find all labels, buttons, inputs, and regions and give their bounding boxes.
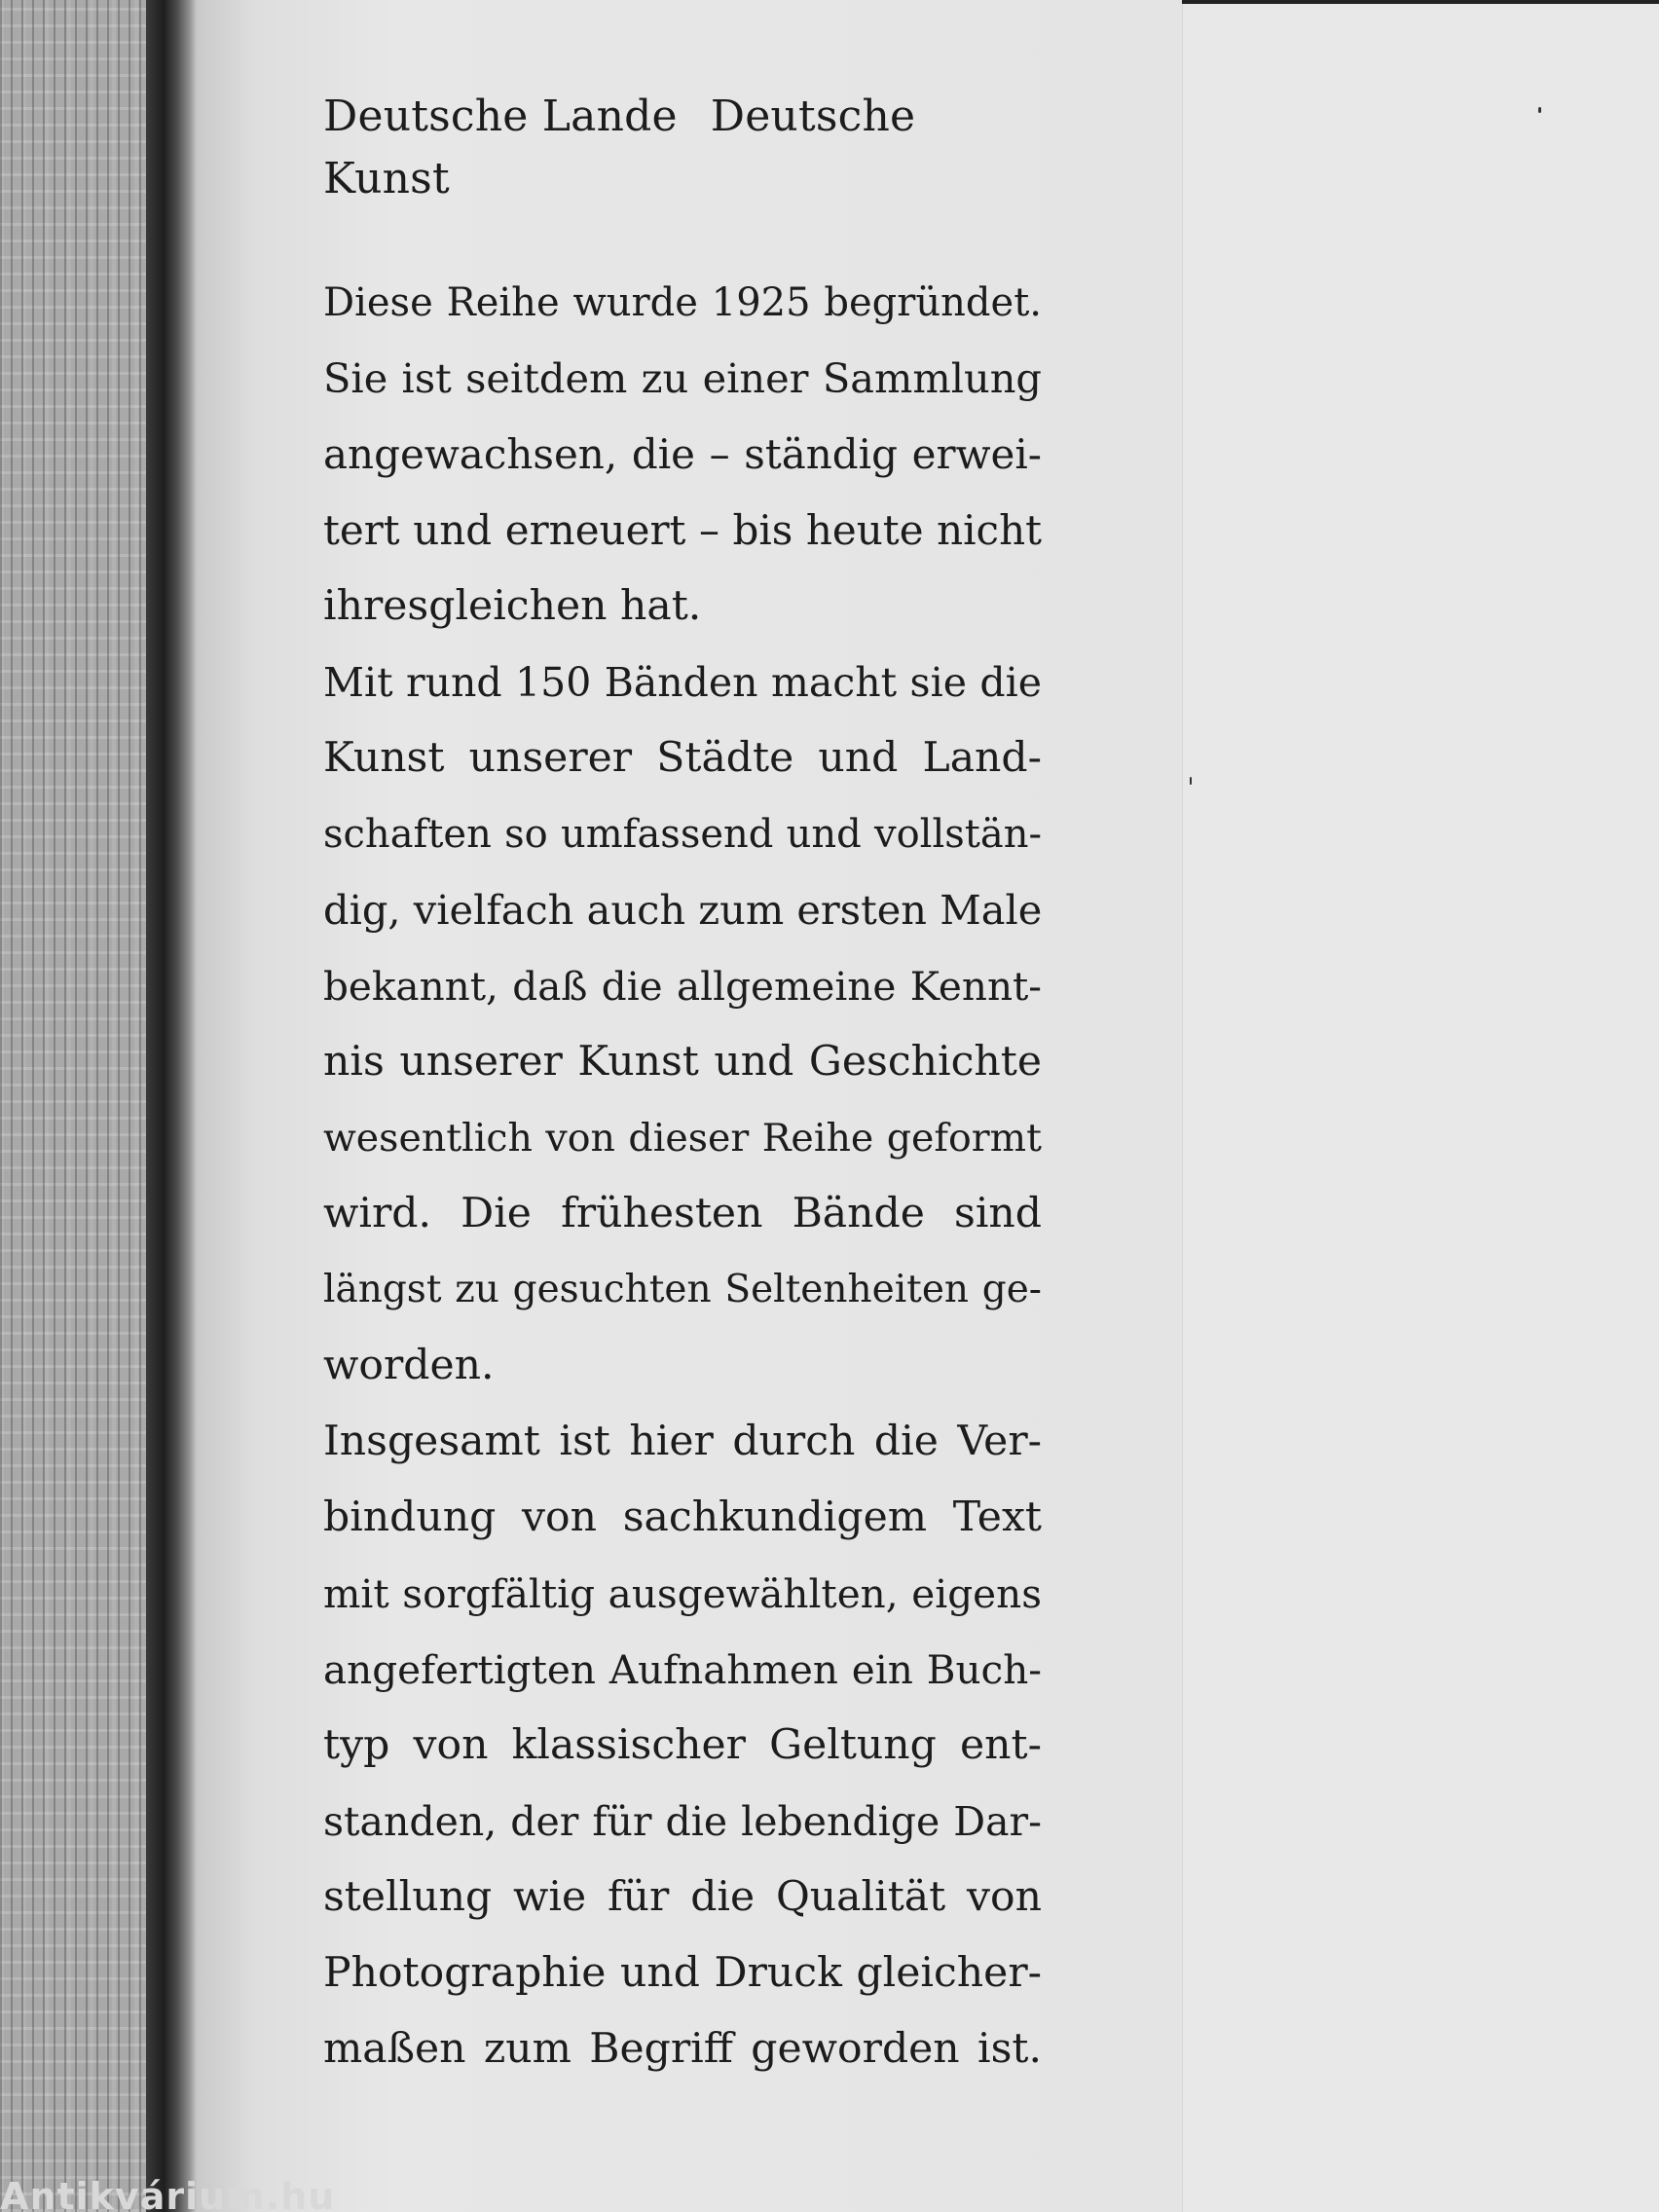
text-line: ihresgleichen hat. — [323, 582, 702, 630]
text-line: stellung wie für die Qualität von — [323, 1873, 1042, 1921]
text-line: wesentlich von dieser Reihe geformt — [323, 1116, 1042, 1161]
text-line: typ von klassischer Geltung ent- — [323, 1721, 1042, 1769]
text-line: wird. Die frühesten Bände sind — [323, 1190, 1042, 1237]
adjacent-page — [1182, 0, 1659, 2212]
text-line: tert und erneuert – bis heute nicht — [323, 506, 1042, 554]
text-line: Insgesamt ist hier durch die Ver- — [323, 1418, 1042, 1465]
text-line: Photographie und Druck gleicher- — [323, 1949, 1042, 1997]
text-line: Kunst unserer Städte und Land- — [323, 734, 1042, 782]
spine-edge — [146, 0, 197, 2212]
text-line: schaften so umfassend und vollstän- — [323, 812, 1042, 857]
series-title — [323, 86, 1044, 210]
series-description — [323, 265, 1042, 2087]
text-line: maßen zum Begriff geworden ist. — [323, 2025, 1042, 2073]
text-line: bekannt, daß die allgemeine Kennt- — [323, 963, 1042, 1010]
paper-speck — [1190, 777, 1192, 785]
book-binding-texture — [0, 0, 156, 2212]
text-line: worden. — [323, 1342, 495, 1389]
text-line: Sie ist seitdem zu einer Sammlung — [323, 354, 1042, 402]
text-line: längst zu gesuchten Seltenheiten ge- — [323, 1268, 1042, 1311]
text-line: mit sorgfältig ausgewählten, eigens — [323, 1570, 1042, 1617]
text-line: Mit rund 150 Bänden macht sie die — [323, 659, 1042, 706]
series-title-left: Deutsche Lande — [323, 92, 678, 141]
text-line: angewachsen, die – ständig erwei- — [323, 430, 1042, 478]
series-title-right: Deutsche Kunst — [323, 92, 916, 203]
paper-speck — [1538, 107, 1541, 113]
text-line: nis unserer Kunst und Geschichte — [323, 1038, 1042, 1086]
text-line: bindung von sachkundigem Text — [323, 1493, 1042, 1541]
text-line: Diese Reihe wurde 1925 begründet. — [323, 280, 1042, 325]
text-line: standen, der für die lebendige Dar- — [323, 1798, 1042, 1845]
watermark: Antikvárium.hu — [0, 2175, 336, 2212]
text-line: dig, vielfach auch zum ersten Male — [323, 886, 1043, 934]
adjacent-page-top-rule — [1182, 0, 1659, 4]
text-line: angefertigten Aufnahmen ein Buch- — [323, 1646, 1042, 1693]
